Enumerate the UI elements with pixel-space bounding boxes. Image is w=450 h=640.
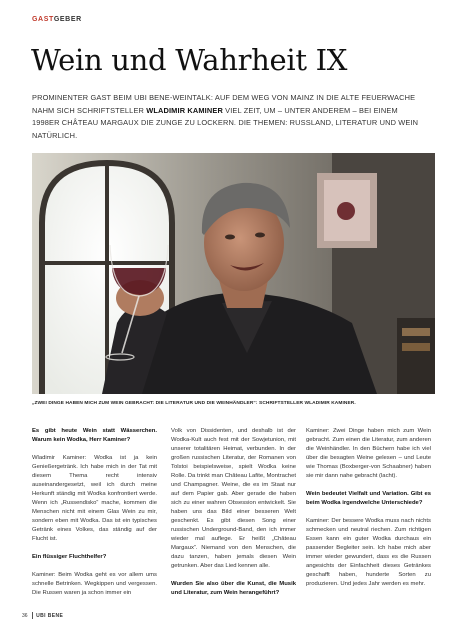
page-number: 36 <box>22 612 28 619</box>
article-intro <box>32 92 424 142</box>
interview-answer: Volk von Dissidenten, und deshalb ist der Wodka-Kult auch fest mit der Sowjetunion, mit unserer totalitären Heimat, verbunden. In der großen russischen Literatur, der Romanen von Tolstoi beispielsweise, spielt Wodka keine Rolle. Da trinkt man Château Lafite, Montrachet und Champagner. Weine, die es im Staat nur auf dem Papier gab. Aber gerade die haben sich zu einer wahren Obsession entwickelt. Sie haben uns das Bild einer besseren Welt geschenkt. Es gibt diesen Song einer russischen Underground-Band, den ich immer wieder mal auflege. Er heißt „Château Margaux“. Niemand von den Menschen, die dazu tanzen, haben jemals diesen Wein getrunken. Aber das Lied kennen alle. <box>171 428 296 569</box>
section-label-accent: GAST <box>32 16 54 23</box>
interview-question: Ein flüssiger Fluchthelfer? <box>32 554 107 560</box>
text-column-2 <box>171 427 296 607</box>
intro-part-2: VIEL ZEIT, UM – UNTER ANDEREM – BEI EINEM 1998ER CHÂTEAU MARGAUX DIE ZUNGE ZU LOCKERN. DIE THEMEN: RUSSLAND, LITERATUR UND WEIN NATÜRLICH. <box>32 105 419 140</box>
interview-answer: Kaminer: Zwei Dinge haben mich zum Wein gebracht. Zum einen die Literatur, zum anderen die Weinhändler. In den Büchern habe ich viel über die besagten Weine gelesen – und Leute wie Thomas (Boxberger-von Schaabner) haben sie mir dann nahe gebracht (lacht). <box>306 428 431 479</box>
section-label <box>32 16 82 23</box>
intro-part-1: PROMINENTER GAST BEIM UBI BENE-WEINTALK: AUF DEM WEG VON MAINZ IN DIE ALTE FEUERWACHE NAHM SICH SCHRIFTSTELLER <box>32 93 416 115</box>
text-column-3 <box>306 427 431 598</box>
article-photo <box>32 153 435 394</box>
portrait-photo-illustration <box>32 153 435 394</box>
intro-author-name: WLADIMIR KAMINER <box>146 105 223 115</box>
article-headline: Wein und Wahrheit IX <box>31 43 348 77</box>
interview-answer: Wladimir Kaminer: Wodka ist ja kein Genießergetränk. Ich habe mich in der Tat mit diesem Thema recht intensiv auseinandergesetzt, weil ich durch meine Herkunft ständig mit Wodka konfrontiert werde. Wenn ich „Russendisko“ mache, kommen die Menschen nicht mit einem Glas Wein zu mir, sondern eben mit Wodka. Das ist ein typisches Getränk eines Volkes, das ständig auf der Flucht ist. <box>32 455 157 542</box>
section-label-rest: GEBER <box>53 16 82 23</box>
interview-answer: Kaminer: Beim Wodka geht es vor allem ums schnelle Betrinken. Wegkippen und vergessen. Die Russen waren ja schon immer ein <box>32 572 157 596</box>
page-footer <box>22 612 63 619</box>
interview-answer: Kaminer: Der bessere Wodka muss nach nichts schmecken und neutral riechen. Zum richtigen Essen kann ein guter Wodka durchaus ein passender Begleiter sein. Ich habe mich aber immer wieder gewundert, dass es die Russen angesichts der Einfachheit dieses Getränkes geschafft haben, hunderte Sorten zu produzieren. Und jedes Jahr werden es mehr. <box>306 518 431 587</box>
photo-caption: „ZWEI DINGE HABEN MICH ZUM WEIN GEBRACHT: DIE LITERATUR UND DIE WEINHÄNDLER“: SCHRIFTSTELLER WLADIMIR KAMINER. <box>32 401 356 406</box>
footer-divider <box>32 612 33 619</box>
interview-question: Wein bedeutet Vielfalt und Variation. Gibt es beim Wodka irgendwelche Unterschiede? <box>306 491 431 506</box>
interview-question: Wurden Sie also über die Kunst, die Musik und Literatur, zum Wein herangeführt? <box>171 581 296 596</box>
magazine-name: UBI BENE <box>36 612 64 619</box>
interview-question: Es gibt heute Wein statt Wässerchen. Warum kein Wodka, Herr Kaminer? <box>32 428 157 443</box>
text-column-1 <box>32 427 157 607</box>
